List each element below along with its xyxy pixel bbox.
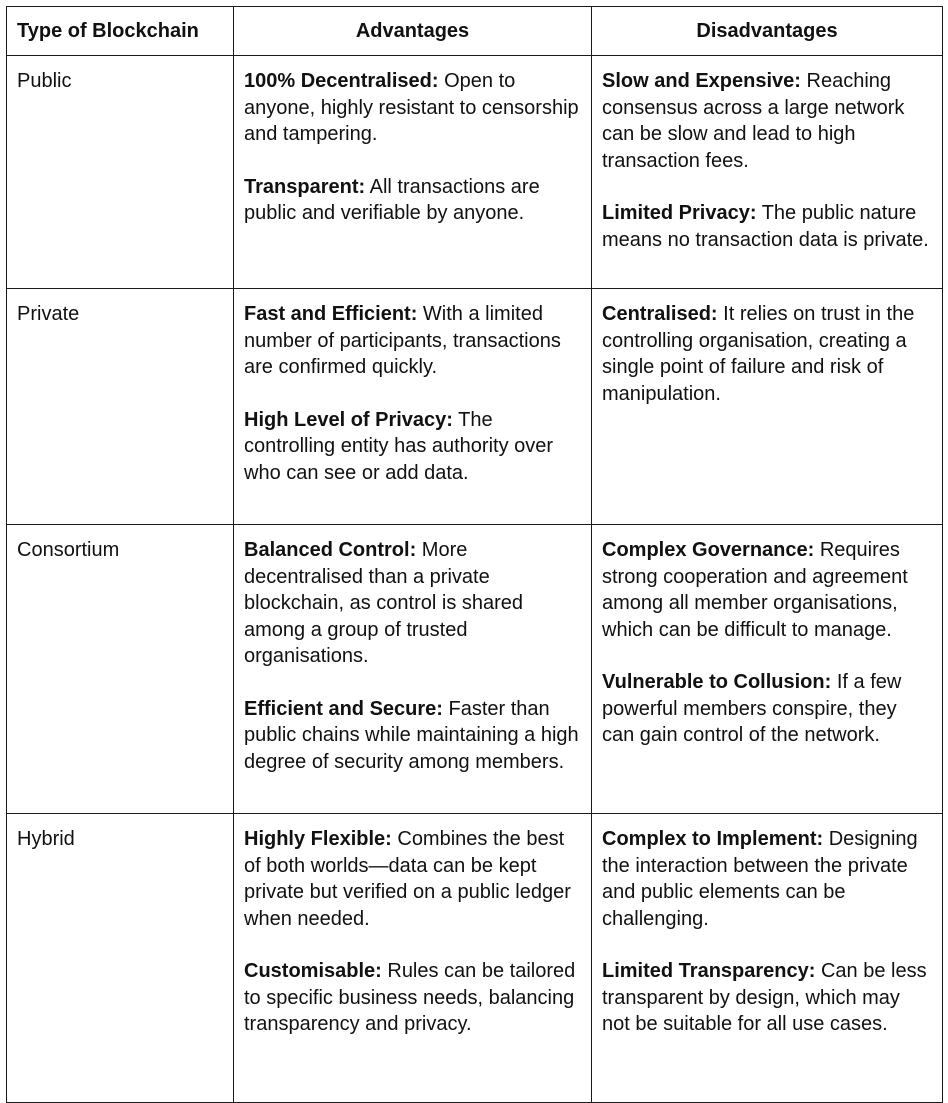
- header-disadvantages: Disadvantages: [592, 7, 943, 56]
- point-text: Combines the best of both worlds—data can be kept private but verified on a public ledger when needed.: [244, 828, 571, 930]
- point-title: Centralised:: [602, 303, 718, 325]
- table-row: [7, 56, 943, 289]
- table-row: [7, 525, 943, 814]
- disadvantages-cell: [592, 289, 943, 525]
- point-title: High Level of Privacy:: [244, 408, 453, 431]
- point-text: More decentralised than a private blockchain, as control is shared among a group of trusted organisations.: [244, 539, 524, 667]
- advantage-point: [244, 301, 581, 381]
- table-row: [7, 289, 943, 525]
- type-cell: Private: [7, 289, 234, 525]
- point-text: Faster than public chains while maintaining a high degree of security among members.: [244, 697, 579, 773]
- header-type: Type of Blockchain: [7, 7, 234, 56]
- advantages-cell: [234, 56, 592, 289]
- advantage-point: [244, 537, 581, 670]
- disadvantage-point: [602, 826, 932, 932]
- point-title: Limited Privacy:: [602, 202, 757, 224]
- point-text: Rules can be tailored to specific business needs, balancing transparency and privacy.: [244, 960, 576, 1035]
- point-text: Reaching consensus across a large network can be slow and lead to high transaction fees.: [602, 70, 905, 172]
- point-title: Balanced Control:: [244, 539, 417, 561]
- point-title: Fast and Efficient:: [244, 303, 418, 325]
- advantages-cell: [234, 814, 592, 1103]
- disadvantage-point: [602, 200, 932, 253]
- disadvantages-cell: [592, 525, 943, 814]
- point-text: The public nature means no transaction data is private.: [602, 202, 929, 251]
- advantage-point: [244, 68, 581, 148]
- table-row: [7, 814, 943, 1103]
- point-title: Highly Flexible:: [244, 828, 392, 850]
- advantages-cell: [234, 525, 592, 814]
- advantage-point: [244, 696, 581, 776]
- advantage-point: [244, 958, 581, 1038]
- blockchain-comparison-table: [6, 6, 943, 1103]
- point-title: 100% Decentralised:: [244, 70, 439, 92]
- disadvantage-point: [602, 301, 932, 407]
- disadvantage-point: [602, 68, 932, 174]
- point-title: Efficient and Secure:: [244, 697, 443, 720]
- point-title: Transparent:: [244, 175, 366, 198]
- point-title: Customisable:: [244, 960, 382, 982]
- point-text: Requires strong cooperation and agreement among all member organisations, which can be difficult to manage.: [602, 539, 908, 641]
- disadvantages-cell: [592, 814, 943, 1103]
- header-advantages: Advantages: [234, 7, 592, 56]
- point-title: Complex to Implement:: [602, 828, 824, 850]
- type-cell: Hybrid: [7, 814, 234, 1103]
- advantages-cell: [234, 289, 592, 525]
- point-title: Vulnerable to Collusion:: [602, 671, 832, 693]
- point-title: Complex Governance:: [602, 539, 815, 561]
- point-text: Can be less transparent by design, which may not be suitable for all use cases.: [602, 960, 927, 1035]
- disadvantage-point: [602, 669, 932, 749]
- header-row: [7, 7, 943, 56]
- point-text: If a few powerful members conspire, they can gain control of the network.: [602, 671, 902, 746]
- disadvantages-cell: [592, 56, 943, 289]
- point-text: All transactions are public and verifiable by anyone.: [244, 175, 540, 224]
- point-text: With a limited number of participants, transactions are confirmed quickly.: [244, 303, 561, 378]
- disadvantage-point: [602, 958, 932, 1038]
- point-text: Open to anyone, highly resistant to censorship and tampering.: [244, 70, 579, 145]
- advantage-point: [244, 826, 581, 932]
- type-cell: Consortium: [7, 525, 234, 814]
- disadvantage-point: [602, 537, 932, 643]
- advantage-point: [244, 407, 581, 487]
- point-title: Limited Transparency:: [602, 960, 816, 982]
- advantage-point: [244, 174, 581, 227]
- point-text: The controlling entity has authority over who can see or add data.: [244, 408, 554, 484]
- point-text: It relies on trust in the controlling organisation, creating a single point of failure and risk of manipulation.: [602, 303, 915, 405]
- type-cell: Public: [7, 56, 234, 289]
- point-title: Slow and Expensive:: [602, 70, 801, 92]
- point-text: Designing the interaction between the private and public elements can be challenging.: [602, 828, 918, 930]
